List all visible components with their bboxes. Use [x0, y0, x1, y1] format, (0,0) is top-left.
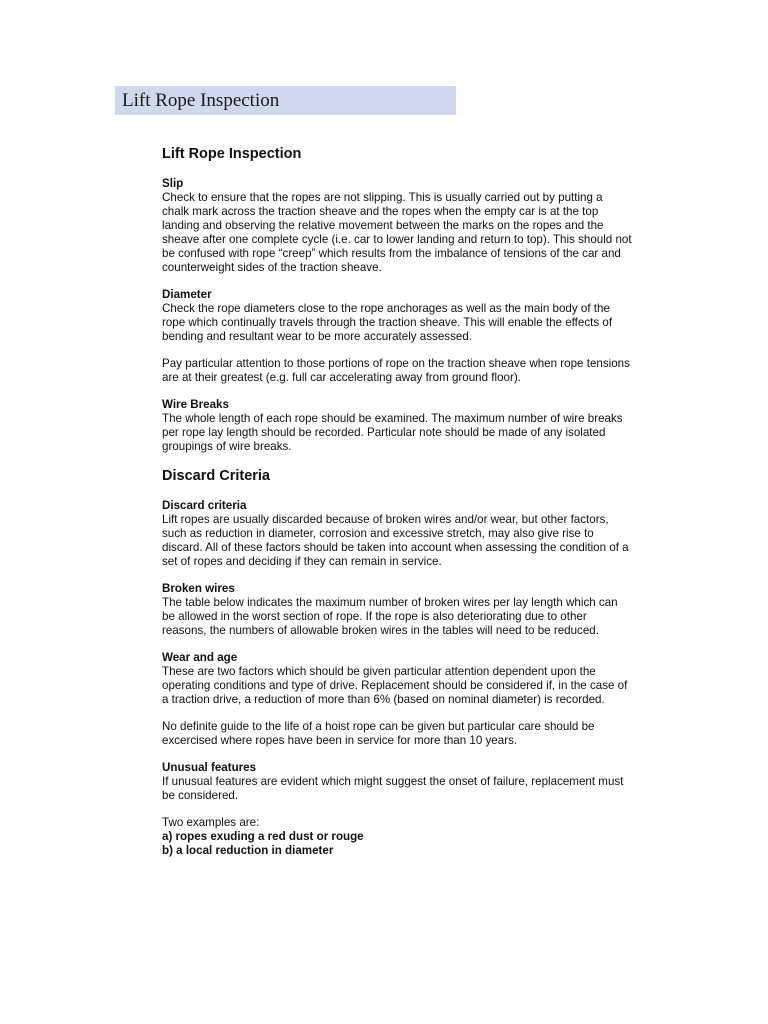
wire-breaks-text: The whole length of each rope should be examined. The maximum number of wire breaks per rope lay length should be recorded. Particular note should be made of any isolated groupings of wire breaks. [162, 412, 623, 453]
diameter-text: Check the rope diameters close to the rope anchorages as well as the main body of the rope which continually travels through the traction sheave. This will enable the effects of bending and resultant wear to be more accurately assessed. [162, 302, 613, 343]
example-a: a) ropes exuding a red dust or rouge [162, 830, 364, 843]
unusual-section [162, 761, 632, 803]
examples-intro: Two examples are: [162, 816, 260, 829]
discard-criteria-title: Discard criteria [162, 499, 247, 512]
wear-age-text-2: No definite guide to the life of a hoist rope can be given but particular care should be excercised where ropes have been in service for more than 10 years. [162, 720, 595, 747]
wear-age-text: These are two factors which should be given particular attention dependent upon the operating conditions and type of drive. Replacement should be considered if, in the case of a traction drive, a reduction of more than 6% (based on nominal diameter) is recorded. [162, 665, 628, 706]
diameter-title: Diameter [162, 288, 212, 301]
inspection-heading: Lift Rope Inspection [162, 146, 302, 162]
diameter-section [162, 288, 632, 344]
wear-age-title: Wear and age [162, 651, 238, 664]
wire-breaks-section [162, 398, 632, 454]
unusual-examples [162, 816, 632, 858]
slip-text: Check to ensure that the ropes are not slipping. This is usually carried out by putting a chalk mark across the traction sheave and the ropes when the empty car is at the top landing and observing the relative movement between the marks on the ropes and the sheave after one complete cycle (i.e. car to lower landing and return to top). This should not be confused with rope “creep” which results from the imbalance of tensions of the car and counterweight sides of the traction sheave. [162, 191, 632, 274]
example-b: b) a local reduction in diameter [162, 844, 334, 857]
unusual-text: If unusual features are evident which might suggest the onset of failure, replacement must be considered. [162, 775, 624, 802]
broken-wires-section [162, 582, 632, 638]
page-banner-title: Lift Rope Inspection [115, 86, 456, 115]
diameter-text-2: Pay particular attention to those portions of rope on the traction sheave when rope tensions are at their greatest (e.g. full car accelerating away from ground floor). [162, 357, 630, 384]
unusual-title: Unusual features [162, 761, 257, 774]
broken-wires-title: Broken wires [162, 582, 235, 595]
discard-criteria-section [162, 499, 632, 569]
slip-title: Slip [162, 177, 184, 190]
wear-age-section [162, 651, 632, 707]
broken-wires-text: The table below indicates the maximum number of broken wires per lay length which can be allowed in the worst section of rope. If the rope is also deteriorating due to other reasons, the numbers of allowable broken wires in the tables will need to be reduced. [162, 596, 618, 637]
discard-criteria-text: Lift ropes are usually discarded because of broken wires and/or wear, but other factors, such as reduction in diameter, corrosion and excessive stretch, may also give rise to discard. All of these factors should be taken into account when assessing the condition of a set of ropes and deciding if they can remain in service. [162, 513, 629, 568]
document-body [162, 145, 632, 858]
wire-breaks-title: Wire Breaks [162, 398, 229, 411]
slip-section [162, 177, 632, 275]
discard-heading: Discard Criteria [162, 468, 270, 484]
